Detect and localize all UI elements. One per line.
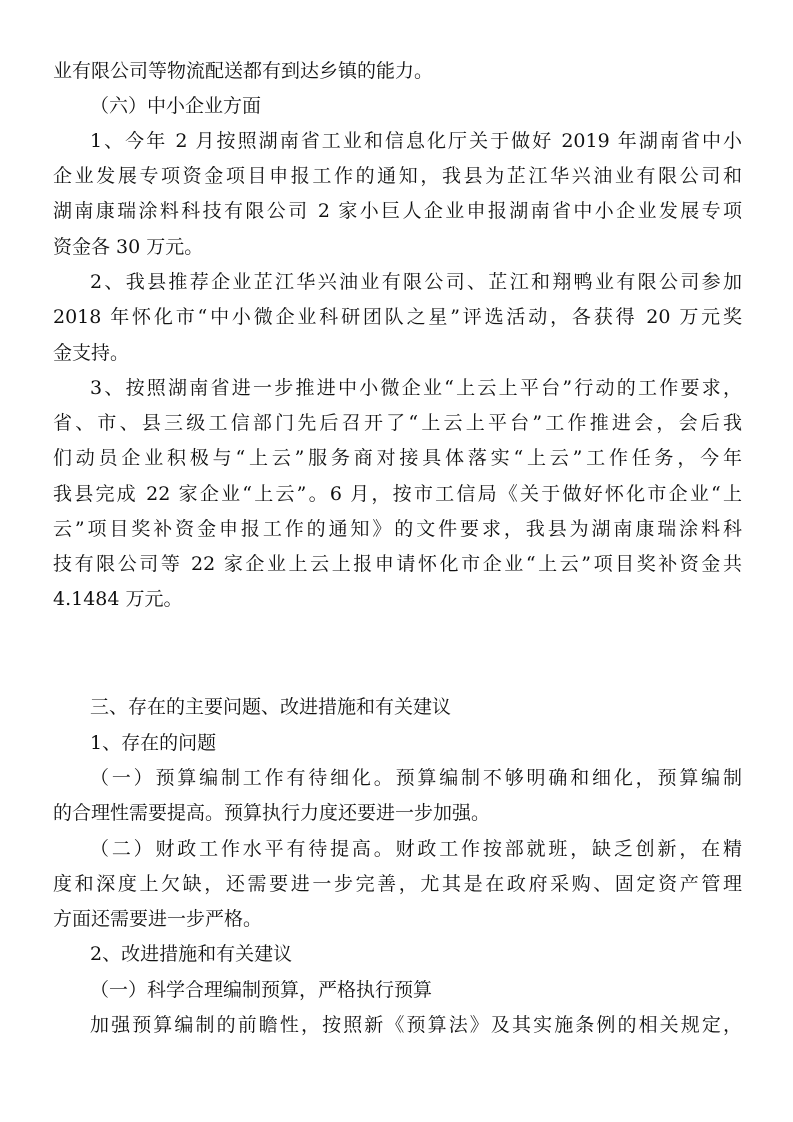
- paragraph-line: [0, 832, 793, 866]
- text-line: 湖南康瑞涂料科技有限公司 2 家小巨人企业申报湖南省中小企业发展专项: [53, 200, 742, 222]
- text-line: （一）预算编制工作有待细化。预算编制不够明确和细化，预算编制: [90, 767, 742, 789]
- text-line: 资金各 30 万元。: [53, 236, 204, 258]
- paragraph-line: [0, 124, 793, 158]
- paragraph-line: [0, 371, 793, 405]
- text-line: 技有限公司等 22 家企业上云上报申请怀化市企业“上云”项目奖补资金共: [53, 553, 742, 575]
- subsection-heading: [0, 726, 793, 760]
- text-line: 们动员企业积极与“上云”服务商对接具体落实“上云”工作任务，今年: [53, 447, 742, 469]
- text-line: 金支持。: [53, 342, 130, 364]
- paragraph-line: [0, 867, 793, 901]
- text-line: 2、我县推荐企业芷江华兴油业有限公司、芷江和翔鸭业有限公司参加: [90, 271, 742, 293]
- text-line: 1、今年 2 月按照湖南省工业和信息化厅关于做好 2019 年湖南省中小: [90, 130, 742, 152]
- text-line: 2018 年怀化市“中小微企业科研团队之星”评选活动，各获得 20 万元奖: [53, 306, 742, 328]
- paragraph-line: [0, 336, 793, 370]
- paragraph-line: [0, 265, 793, 299]
- text-line: （一）科学合理编制预算，严格执行预算: [90, 979, 433, 1001]
- paragraph-line: [0, 547, 793, 581]
- paragraph-line: [0, 54, 793, 88]
- text-line: 我县完成 22 家企业“上云”。6 月，按市工信局《关于做好怀化市企业“上: [53, 483, 742, 505]
- paragraph-line: [0, 300, 793, 334]
- text-line: 方面还需要进一步严格。: [53, 908, 263, 930]
- subsection-heading: [0, 973, 793, 1007]
- paragraph-line: [0, 406, 793, 440]
- paragraph-line: [0, 796, 793, 830]
- text-line: （六）中小企业方面: [90, 95, 262, 117]
- paragraph-line: [0, 761, 793, 795]
- paragraph-line: [0, 477, 793, 511]
- paragraph-line: [0, 194, 793, 228]
- paragraph-line: [0, 230, 793, 264]
- paragraph-line: [0, 1008, 793, 1042]
- paragraph-line: [0, 902, 793, 936]
- text-line: 云”项目奖补资金申报工作的通知》的文件要求，我县为湖南康瑞涂料科: [53, 518, 742, 540]
- text-line: 3、按照湖南省进一步推进中小微企业“上云上平台”行动的工作要求，: [90, 377, 742, 399]
- text-line: 省、市、县三级工信部门先后召开了“上云上平台”工作推进会，会后我: [53, 412, 742, 434]
- text-line: 度和深度上欠缺，还需要进一步完善，尤其是在政府采购、固定资产管理: [53, 873, 742, 895]
- text-line: （二）财政工作水平有待提高。财政工作按部就班，缺乏创新，在精: [90, 838, 742, 860]
- paragraph-line: [0, 512, 793, 546]
- text-line: 加强预算编制的前瞻性，按照新《预算法》及其实施条例的相关规定，: [90, 1014, 742, 1036]
- section-heading: [0, 690, 793, 724]
- paragraph-line: [0, 159, 793, 193]
- text-line: 的合理性需要提高。预算执行力度还要进一步加强。: [53, 802, 491, 824]
- section-heading: [0, 89, 793, 123]
- subsection-heading: [0, 937, 793, 971]
- text-line: 2、改进措施和有关建议: [90, 943, 293, 965]
- text-line: 企业发展专项资金项目申报工作的通知，我县为芷江华兴油业有限公司和: [53, 165, 742, 187]
- paragraph-line: [0, 441, 793, 475]
- text-line: 三、存在的主要问题、改进措施和有关建议: [90, 696, 452, 718]
- text-line: 1、存在的问题: [90, 732, 217, 754]
- text-line: 业有限公司等物流配送都有到达乡镇的能力。: [53, 60, 434, 82]
- text-line: 4.1484 万元。: [53, 588, 183, 610]
- paragraph-line: [0, 582, 793, 616]
